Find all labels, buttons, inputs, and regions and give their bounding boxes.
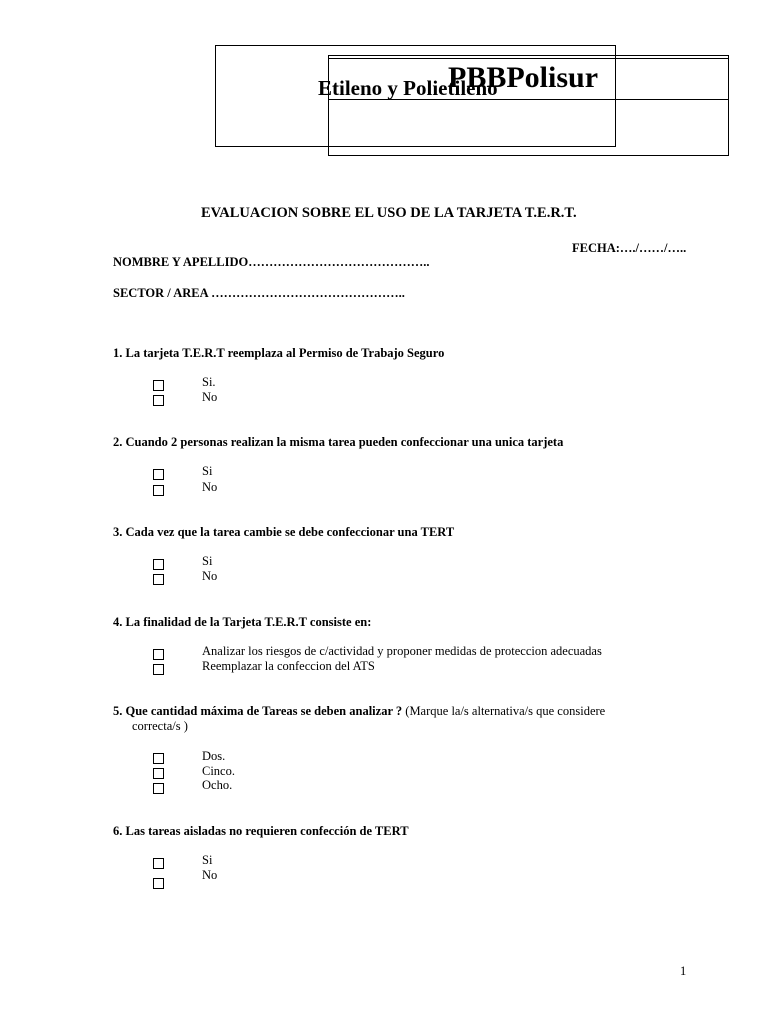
checkbox[interactable] bbox=[153, 469, 164, 480]
form-title: EVALUACION SOBRE EL USO DE LA TARJETA T.E.R.T. bbox=[201, 205, 577, 221]
option-label: Ocho. bbox=[202, 778, 233, 792]
checkbox[interactable] bbox=[153, 485, 164, 496]
checkbox[interactable] bbox=[153, 878, 164, 889]
question-5 bbox=[113, 704, 605, 719]
question-1: 1. La tarjeta T.E.R.T reemplaza al Permiso de Trabajo Seguro bbox=[113, 346, 445, 360]
checkbox[interactable] bbox=[153, 559, 164, 570]
option-label: Si. bbox=[202, 375, 216, 389]
option-label: Dos. bbox=[202, 749, 226, 763]
page-number: 1 bbox=[680, 964, 687, 978]
option-label: Si bbox=[202, 464, 213, 478]
question-5-note-continued: correcta/s ) bbox=[132, 719, 188, 733]
checkbox[interactable] bbox=[153, 380, 164, 391]
company-name: Etileno y Polietileno bbox=[318, 76, 498, 100]
question-6: 6. Las tareas aisladas no requieren confección de TERT bbox=[113, 824, 409, 838]
question-5-note: (Marque la/s alternativa/s que considere bbox=[402, 704, 606, 718]
option-label: Analizar los riesgos de c/actividad y proponer medidas de proteccion adecuadas bbox=[202, 644, 602, 658]
option-label: Si bbox=[202, 853, 213, 867]
checkbox[interactable] bbox=[153, 395, 164, 406]
nombre-field: NOMBRE Y APELLIDO…………………………………….. bbox=[113, 255, 430, 269]
checkbox[interactable] bbox=[153, 858, 164, 869]
brand-logo-text: PBBPolisur bbox=[448, 61, 599, 94]
checkbox[interactable] bbox=[153, 768, 164, 779]
option-label: Si bbox=[202, 554, 213, 568]
option-label: Reemplazar la confeccion del ATS bbox=[202, 659, 375, 673]
question-2: 2. Cuando 2 personas realizan la misma tarea pueden confeccionar una unica tarjeta bbox=[113, 435, 564, 449]
option-label: No bbox=[202, 390, 218, 404]
question-3: 3. Cada vez que la tarea cambie se debe confeccionar una TERT bbox=[113, 525, 455, 539]
checkbox[interactable] bbox=[153, 783, 164, 794]
checkbox[interactable] bbox=[153, 574, 164, 585]
checkbox[interactable] bbox=[153, 649, 164, 660]
question-4: 4. La finalidad de la Tarjeta T.E.R.T consiste en: bbox=[113, 615, 372, 629]
checkbox[interactable] bbox=[153, 664, 164, 675]
option-label: No bbox=[202, 868, 218, 882]
checkbox[interactable] bbox=[153, 753, 164, 764]
option-label: Cinco. bbox=[202, 764, 235, 778]
question-5-text: 5. Que cantidad máxima de Tareas se deben analizar ? bbox=[113, 704, 403, 718]
fecha-field: FECHA:…./……/….. bbox=[572, 241, 687, 255]
sector-field: SECTOR / AREA ……………………………………….. bbox=[113, 286, 405, 300]
option-label: No bbox=[202, 480, 218, 494]
option-label: No bbox=[202, 569, 218, 583]
header-line bbox=[328, 58, 729, 59]
